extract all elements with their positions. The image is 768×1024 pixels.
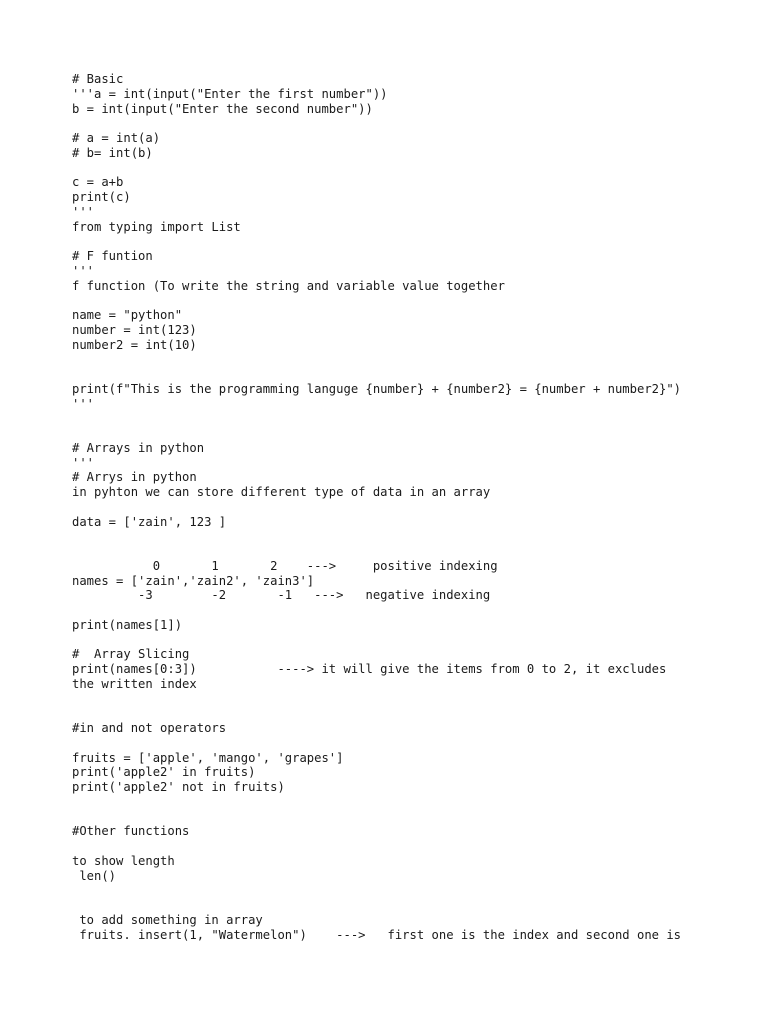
code-line: print('apple2' not in fruits) <box>72 780 285 794</box>
code-line: c = a+b <box>72 175 124 190</box>
code-line <box>72 293 681 308</box>
code-line: # b= int(b) <box>72 145 153 160</box>
code-line: #Other functions <box>72 824 190 839</box>
code-line <box>72 234 681 249</box>
code-line <box>72 367 681 382</box>
code-line: # Arrays in python <box>72 440 205 455</box>
code-line: ''' <box>72 455 95 470</box>
code-line: to show length <box>72 853 175 868</box>
code-line <box>72 544 681 559</box>
code-text-block <box>72 72 681 942</box>
code-line <box>72 116 681 131</box>
code-line: ''' <box>72 263 95 278</box>
code-line: in pyhton we can store different type of data in an array <box>72 485 491 499</box>
code-line <box>72 795 681 810</box>
code-line <box>72 883 681 898</box>
code-line <box>72 810 681 825</box>
code-line: # a = int(a) <box>72 131 161 145</box>
code-line <box>72 603 681 618</box>
code-line: # F funtion <box>72 249 153 263</box>
code-line: names = ['zain','zain2', 'zain3'] <box>72 573 315 588</box>
code-line: #in and not operators <box>72 721 227 735</box>
code-line: # Basic <box>72 72 124 86</box>
code-line: the written index <box>72 676 197 691</box>
code-line: f function (To write the string and variable value together <box>72 278 505 293</box>
code-line: print('apple2' in fruits) <box>72 765 256 780</box>
code-line: '''a = int(input("Enter the first number")) <box>72 86 388 101</box>
code-line: from typing import List <box>72 219 241 234</box>
code-line: number = int(123) <box>72 322 197 337</box>
code-line <box>72 706 681 721</box>
code-line <box>72 352 681 367</box>
code-line: data = ['zain', 123 ] <box>72 514 227 529</box>
code-line <box>72 529 681 544</box>
code-line <box>72 839 681 854</box>
code-line <box>72 736 681 751</box>
code-line: b = int(input("Enter the second number")) <box>72 101 373 116</box>
code-line: fruits = ['apple', 'mango', 'grapes'] <box>72 750 344 765</box>
code-line <box>72 633 681 648</box>
code-line: -3 -2 -1 ---> negative indexing <box>72 588 491 603</box>
code-line <box>72 411 681 426</box>
code-line: # Arrys in python <box>72 470 197 485</box>
code-line: number2 = int(10) <box>72 337 197 352</box>
code-line: # Array Slicing <box>72 647 190 662</box>
code-line: ''' <box>72 204 95 219</box>
code-line: print(c) <box>72 190 131 204</box>
code-line: fruits. insert(1, "Watermelon") ---> first one is the index and second one is <box>72 927 682 942</box>
code-line: ''' <box>72 396 95 411</box>
code-line <box>72 500 681 515</box>
code-line: name = "python" <box>72 308 183 322</box>
code-line <box>72 426 681 441</box>
code-line: to add something in array <box>72 912 263 927</box>
code-line: print(f"This is the programming languge {number} + {number2} = {number + number2}") <box>72 381 682 396</box>
code-line: 0 1 2 ---> positive indexing <box>72 558 498 573</box>
code-line <box>72 898 681 913</box>
code-line <box>72 161 681 176</box>
code-line: len() <box>72 868 117 883</box>
code-line <box>72 692 681 707</box>
code-line: print(names[0:3]) ----> it will give the items from 0 to 2, it excludes <box>72 662 667 676</box>
code-line: print(names[1]) <box>72 617 183 632</box>
